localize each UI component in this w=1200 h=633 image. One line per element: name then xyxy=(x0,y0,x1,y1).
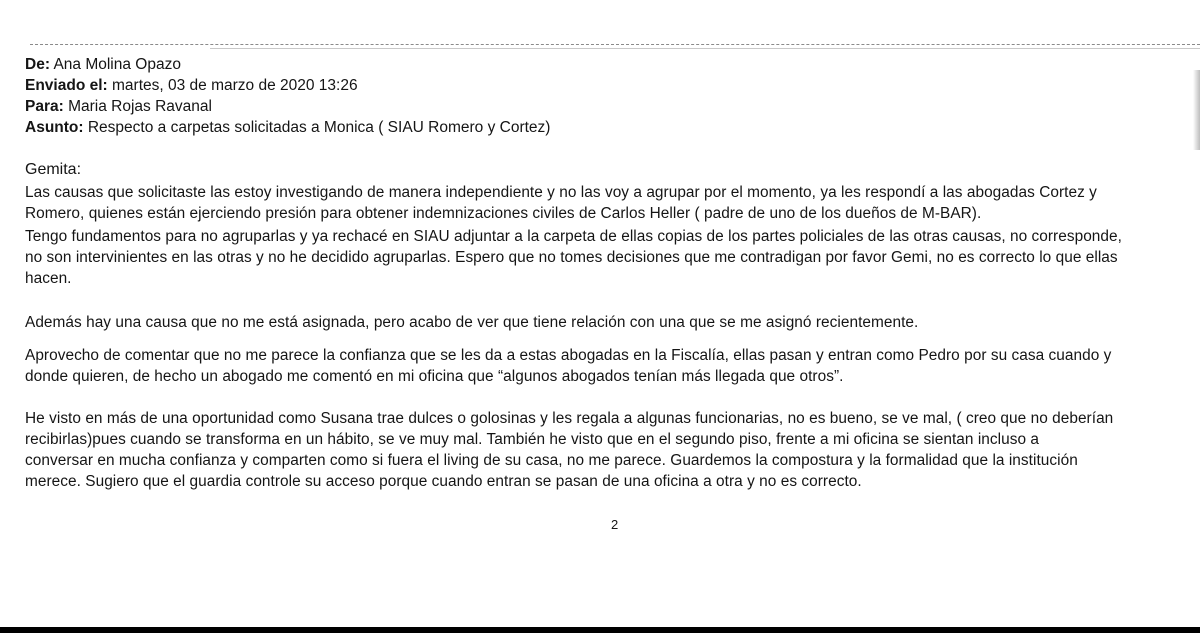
subject-row xyxy=(25,117,925,138)
paragraph-line: Las causas que solicitaste las estoy investigando de manera independiente y no las voy a agrupar por el momento, ya les respondí a las abogadas Cortez y xyxy=(25,184,1097,201)
from-label: De: xyxy=(25,56,50,73)
bottom-scan-border xyxy=(0,627,1200,633)
scan-edge-shadow xyxy=(1193,70,1200,150)
paragraph-5 xyxy=(25,408,1195,492)
top-scan-rule xyxy=(210,48,1200,49)
paragraph-line: He visto en más de una oportunidad como Susana trae dulces o golosinas y les regala a algunas funcionarias, no es bueno, se ve mal, ( creo que no deberían xyxy=(25,410,1114,427)
sent-label: Enviado el: xyxy=(25,77,108,94)
subject-label: Asunto: xyxy=(25,119,84,136)
paragraph-line: Tengo fundamentos para no agruparlas y ya rechacé en SIAU adjuntar a la carpeta de ellas copias de los partes policiales de las otras causas, no corresponde, xyxy=(25,228,1122,245)
paragraph-line: Aprovecho de comentar que no me parece la confianza que se les da a estas abogadas en la Fiscalía, ellas pasan y entran como Pedro por su casa cuando y xyxy=(25,347,1112,364)
sent-value: martes, 03 de marzo de 2020 13:26 xyxy=(112,77,358,94)
paragraph-line: no son intervinientes en las otras y no he decidido agruparlas. Espero que no tomes decisiones que me contradigan por favor Gemi, no es correcto lo que ellas xyxy=(25,249,1118,266)
paragraph-3 xyxy=(25,312,1195,333)
sent-row xyxy=(25,75,925,96)
paragraph-line: donde quieren, de hecho un abogado me comentó en mi oficina que “algunos abogados tenían más llegada que otros”. xyxy=(25,368,844,385)
greeting: Gemita: xyxy=(25,161,82,178)
page-number: 2 xyxy=(611,517,619,532)
paragraph-2 xyxy=(25,226,1195,289)
paragraph-line: hacen. xyxy=(25,270,72,287)
paragraph-line: conversar en mucha confianza y comparten como si fuera el living de su casa, no me parece. Guardemos la compostura y la formalidad que la institución xyxy=(25,452,1078,469)
to-label: Para: xyxy=(25,98,64,115)
paragraph-line: Además hay una causa que no me está asignada, pero acabo de ver que tiene relación con una que se me asignó recientemente. xyxy=(25,314,919,331)
email-header xyxy=(25,54,925,138)
top-dashed-rule xyxy=(30,44,1200,45)
from-row xyxy=(25,54,925,75)
paragraph-4 xyxy=(25,345,1195,387)
paragraph-1 xyxy=(25,182,1195,224)
paragraph-line: recibirlas)pues cuando se transforma en un hábito, se ve muy mal. También he visto que en el segundo piso, frente a mi oficina se sientan incluso a xyxy=(25,431,1040,448)
from-value: Ana Molina Opazo xyxy=(53,56,181,73)
paragraph-line: Romero, quienes están ejerciendo presión para obtener indemnizaciones civiles de Carlos Heller ( padre de uno de los dueños de M-BAR). xyxy=(25,205,982,222)
to-value: Maria Rojas Ravanal xyxy=(68,98,212,115)
to-row xyxy=(25,96,925,117)
paragraph-line: merece. Sugiero que el guardia controle su acceso porque cuando entran se pasan de una oficina a otra y no es correcto. xyxy=(25,473,862,490)
subject-value: Respecto a carpetas solicitadas a Monica ( SIAU Romero y Cortez) xyxy=(87,119,551,136)
